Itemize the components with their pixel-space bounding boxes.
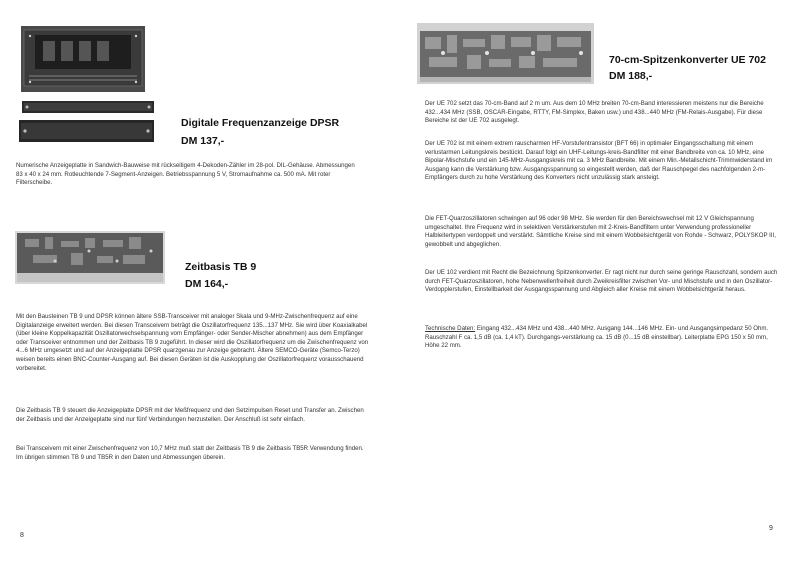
ue702-paragraph-1: Der UE 702 setzt das 70-cm-Band auf 2 m um. Aus dem 10 MHz breiten 70-cm-Band interessieren meistens nur die Bereiche 432...434 MHz (SSB, OSCAR-Eingabe, RTTY, FM-Simplex, Baken usw.) und 438...440 MHz (FM-Relais-Ausgabe). Für diese Bereiche ist der UE 702 ausgelegt. [425,100,764,125]
tb9-paragraph-3: Bei Transceivern mit einer Zwischenfrequenz von 10,7 MHz muß statt der Zeitbasis TB 9 die Zeitbasis TB5R Verwendung finden. Im übrigen stimmen TB 9 und TB5R in den Daten und Abmessungen überein. [16,445,364,461]
filter-strip-lower [19,120,154,142]
tb9-paragraph-1: Mit den Bausteinen TB 9 und DPSR können ältere SSB-Transceiver mit analoger Skala und 9-MHz-Zwischenfrequenz auf eine Digitalanzeige erweitert werden. Bei diesen Transceivern beträgt die Oszillatorfrequenz 135...137 MHz. Sie wird über Koaxialkabel (über kleine Koppelkapazität Oszillatorwechselspannung vom Empfänger- oder Sender-Mischer abnehmen) aus dem Empfänger oder Transceiver entnommen und der Zeitbasis TB 9 zugeführt. In dieser wird die Oszillatorfrequenz um die Zwischenfrequenz von 4...6 MHz umgesetzt und auf der Anzeigeplatte DPSR quarzgenau zur Anzeige gebracht. Ältere SEMCO-Geräte (Semco-Terzo) weisen bereits einen BNC-Counter-Ausgang auf. Bei diesen Geräten ist die Auskopplung der Oszillatorfrequenz vorausschauend vorbereitet. [16,313,369,372]
dpsr-price: DM 137,- [181,135,225,147]
dpsr-display-photo [21,26,145,92]
ue702-title: 70-cm-Spitzenkonverter UE 702 [609,54,766,66]
tb9-paragraph-2: Die Zeitbasis TB 9 steuert die Anzeigeplatte DPSR mit der Meßfrequenz und den Setzimpulsen Reset und Transfer an. Zwischen der Zeitbasis und der Anzeigeplatte sind nur fünf Verbindungen herzustellen. Der Anschluß ist sehr einfach. [16,407,364,423]
tb9-board-photo [15,231,165,284]
dpsr-description: Numerische Anzeigeplatte in Sandwich-Bauweise mit rückseitigem 4-Dekoden-Zähler im 28-pol. DIL-Gehäuse. Abmessungen 83 x 40 x 24 mm. Rotleuchtende 7-Segment-Anzeigen. Betriebsspannung 5 V, Stromaufnahme ca. 500 mA. Mit roter Filterscheibe. [16,162,355,187]
ue702-technical-data [425,325,781,351]
dpsr-title: Digitale Frequenzanzeige DPSR [181,117,340,129]
right-page [400,0,800,570]
left-page-number: 8 [20,532,24,539]
ue702-converter-photo [417,23,594,84]
tb9-price: DM 164,- [185,278,229,290]
tb9-title: Zeitbasis TB 9 [185,261,257,273]
right-page-number: 9 [769,525,773,532]
ue702-price: DM 188,- [609,70,653,82]
technical-data-text: Eingang 432...434 MHz und 438...440 MHz. Ausgang 144...146 MHz. Ein- und Ausgangsimpedanz 50 Ohm. Rauschzahl F ca. 1,5 dB (ca. 1,4 kT). Durchgangs-verstärkung ca. 15 dB (0...15 dB einstellbar). Leiterplatte EPG 150 x 50 mm, Höhe 22 mm. [425,325,769,350]
ue702-paragraph-2: Der UE 702 ist mit einem extrem rauscharmen HF-Vorstufentransistor (BFT 66) in optimaler Eingangsschaltung mit einem verlustarmen Leitungskreis bestückt. Darauf folgt ein UHF-Leitungs-kreis-Bandfilter mit einer Bandbreite von ca. 10 MHz, eine Bipolar-Mischstufe und ein 145-MHz-Ausgangskreis mit ca. 3 MHz Bandbreite. Mit einem Min.-Metallschicht-Trimmwiderstand im Ausgang kann die Verstärkung bzw. Ausgangsspannung so eingestellt werden, daß der Rauschpegel des nachfolgenden 2-m-Empfängers durch zu hohe Verstärkung des Konverters nicht unzulässig stark ansteigt. [425,140,773,182]
ue702-paragraph-4: Der UE 102 verdient mit Recht die Bezeichnung Spitzenkonverter. Er ragt nicht nur durch seine geringe Rauschzahl, sondern auch durch FET-Quarzoszillatoren, hohe Nebenwellenfreiheit durch Zweikreisfilter zwischen Vor- und Mischstufe und in den Oszillator-Verdopplerstufen, Einstellbarkeit der Ausgangsspannung und Abgleich aller Kreise mit einem Wobbelsichtgerät heraus. [425,269,778,294]
technical-data-label: Technische Daten: [425,325,476,332]
ue702-paragraph-3: Die FET-Quarzoszillatoren schwingen auf 96 oder 98 MHz. Sie werden für den Bereichswechsel mit 12 V Gleichspannung umgeschaltet. Ihre Frequenz wird in selektiven Verstärkerstufen mit 2-Kreis-Bandfiltern unter Verwendung professioneller Halbleitertypen verdoppelt und verstärkt. Sämtliche Kreise sind mit einem Wobbelsichtgerät von Rohde - Schwarz, POLYSKOP III, gewobbelt und abgeglichen. [425,215,776,248]
filter-strip-upper [22,101,154,113]
